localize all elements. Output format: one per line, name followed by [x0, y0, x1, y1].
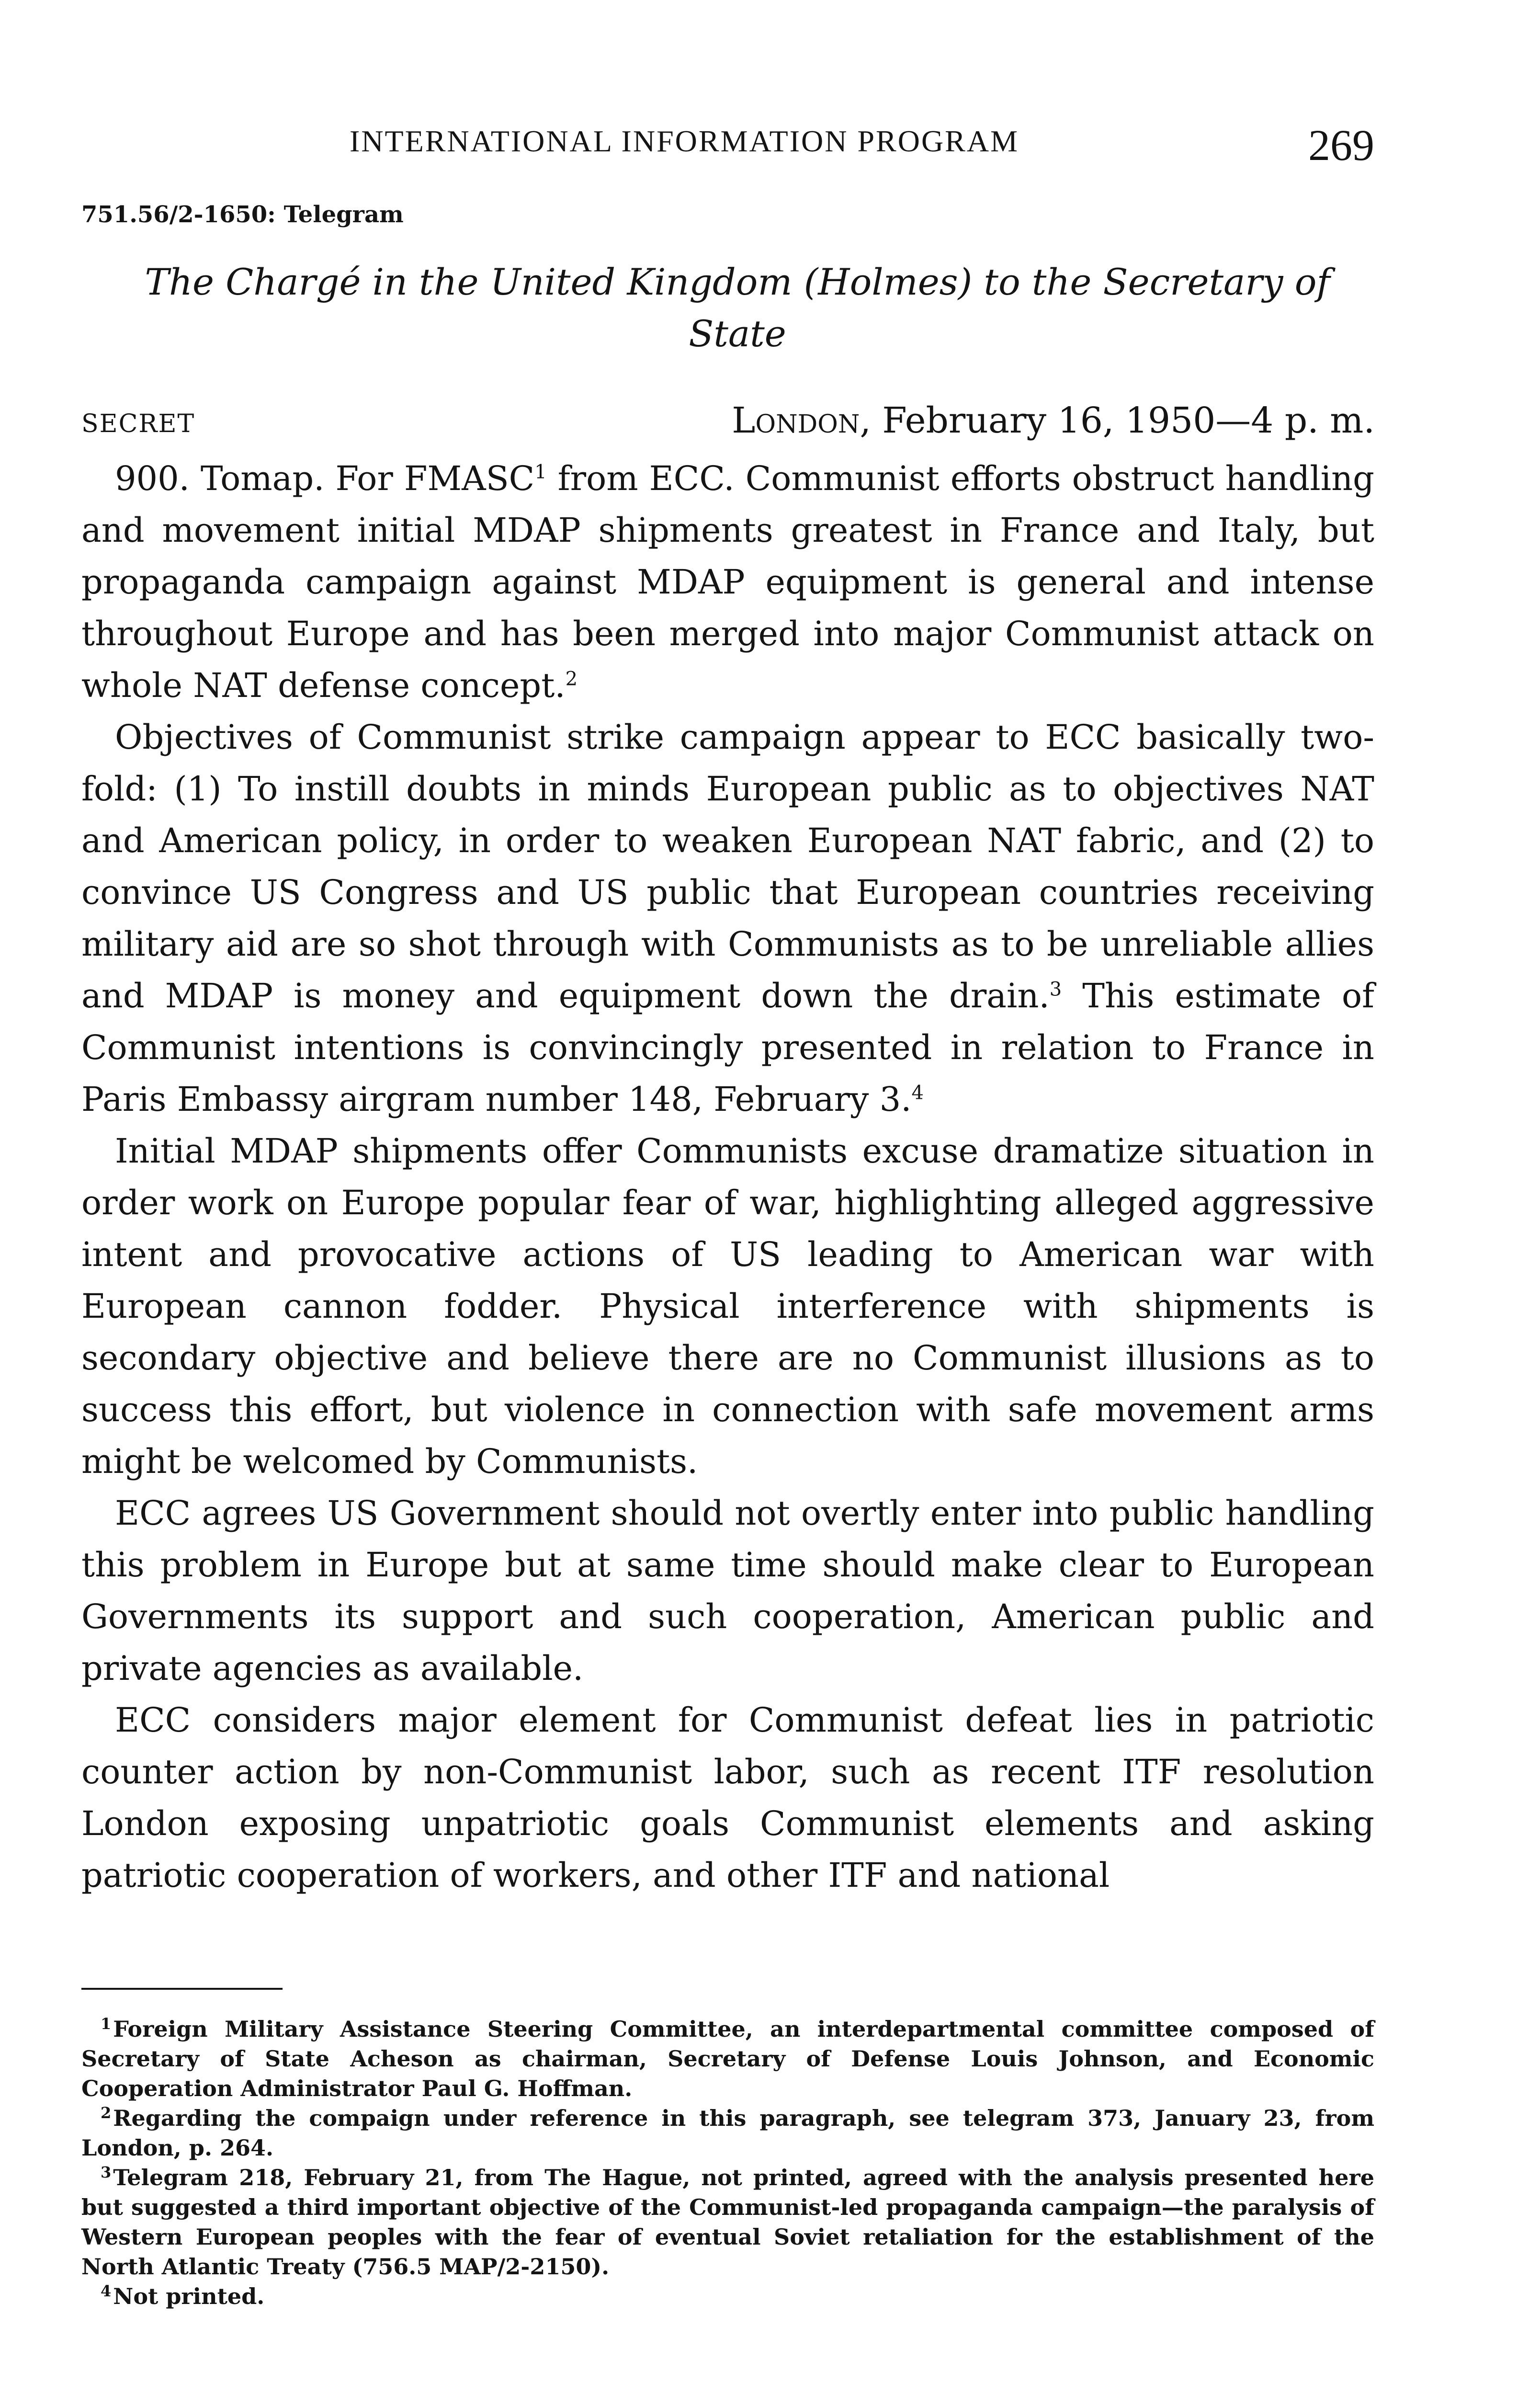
footnote-number: 1: [101, 2014, 112, 2033]
paragraph-text: from ECC. Communist efforts obstruct handling and movement initial MDAP shipments greatest in France and Italy, but propaganda campaign against MDAP equipment is general and intense throughout Europe and has been merged into major Communist attack on whole NAT defense concept.: [81, 459, 1374, 705]
footnote-reference[interactable]: 2: [565, 668, 578, 690]
footnote: [81, 2014, 1374, 2103]
paragraph-text: Objectives of Communist strike campaign appear to ECC basically two-fold: (1) To instill doubts in minds European public as to objectives NAT and American policy, in order to weaken European NAT fabric, and (2) to convince US Congress and US public that European countries receiving military aid are so shot through with Communists as to be unreliable allies and MDAP is money and equipment down the drain.: [81, 718, 1374, 1015]
footnote: [81, 2281, 1374, 2311]
body-paragraph: [81, 711, 1374, 1125]
body-paragraph: [81, 453, 1374, 711]
body-paragraph: ECC considers major element for Communist defeat lies in patriotic counter action by non-Communist labor, such as recent ITF resolution London exposing unpatriotic goals Communist elements and asking patriotic cooperation of workers, and other ITF and national: [81, 1700, 1374, 1895]
footnote-text: Telegram 218, February 21, from The Hague, not printed, agreed with the analysis presented here but suggested a third important objective of the Communist-led propaganda campaign—the paralysis of Western European peoples with the fear of eventual Soviet retaliation for the establishment of the North Atlantic Treaty (756.5 MAP/2-2150).: [81, 2165, 1374, 2280]
body-paragraph: Initial MDAP shipments offer Communists excuse dramatize situation in order work on Europe popular fear of war, highlighting alleged aggressive intent and provocative actions of US leading to American war with European cannon fodder. Physical interference with shipments is secondary objective and believe there are no Communist illusions as to success this effort, but violence in connection with safe movement arms might be welcomed by Communists.: [81, 1131, 1374, 1481]
footnote-text: Foreign Military Assistance Steering Committee, an interdepartmental committee composed of Secretary of State Acheson as chairman, Secretary of Defense Louis Johnson, and Economic Cooperation Administrator Paul G. Hoffman.: [81, 2016, 1374, 2101]
running-head: INTERNATIONAL INFORMATION PROGRAM: [350, 124, 1019, 158]
footnote-text: Not printed.: [113, 2283, 265, 2309]
footnote-reference[interactable]: 4: [911, 1082, 924, 1104]
telegram-body: [81, 453, 1374, 1901]
footnote-text: Regarding the compaign under reference in this paragraph, see telegram 373, January 23, from London, p. 264.: [81, 2105, 1374, 2161]
body-paragraph: ECC agrees US Government should not overtly enter into public handling this problem in Europe but at same time should make clear to European Governments its support and such cooperation, American public and private agencies as available.: [81, 1494, 1374, 1688]
page-header: [81, 120, 1374, 172]
footnote-divider: [81, 1988, 283, 1990]
footnote-number: 3: [101, 2163, 112, 2181]
footnote: [81, 2103, 1374, 2163]
footnote: [81, 2163, 1374, 2281]
footnote-number: 2: [101, 2103, 112, 2122]
document-title: The Chargé in the United Kingdom (Holmes) to the Secretary of State: [145, 261, 1330, 355]
paragraph-text: This estimate of Communist intentions is convincingly presented in relation to France in Paris Embassy airgram number 148, February 3.: [81, 976, 1375, 1119]
paragraph-text: 900. Tomap. For FMASC: [115, 459, 535, 498]
classification-label: SECRET: [81, 410, 195, 438]
page-number: 269: [1308, 121, 1374, 170]
dateline: [732, 400, 1375, 441]
document-reference: 751.56/2-1650: Telegram: [81, 201, 404, 228]
footnote-reference[interactable]: 1: [534, 461, 547, 483]
footnotes: [81, 2014, 1374, 2311]
footnote-reference[interactable]: 3: [1049, 978, 1062, 1001]
footnote-number: 4: [101, 2281, 112, 2300]
dateline-date: , February 16, 1950—4 p. m.: [860, 400, 1375, 441]
dateline-place: London: [732, 400, 860, 441]
